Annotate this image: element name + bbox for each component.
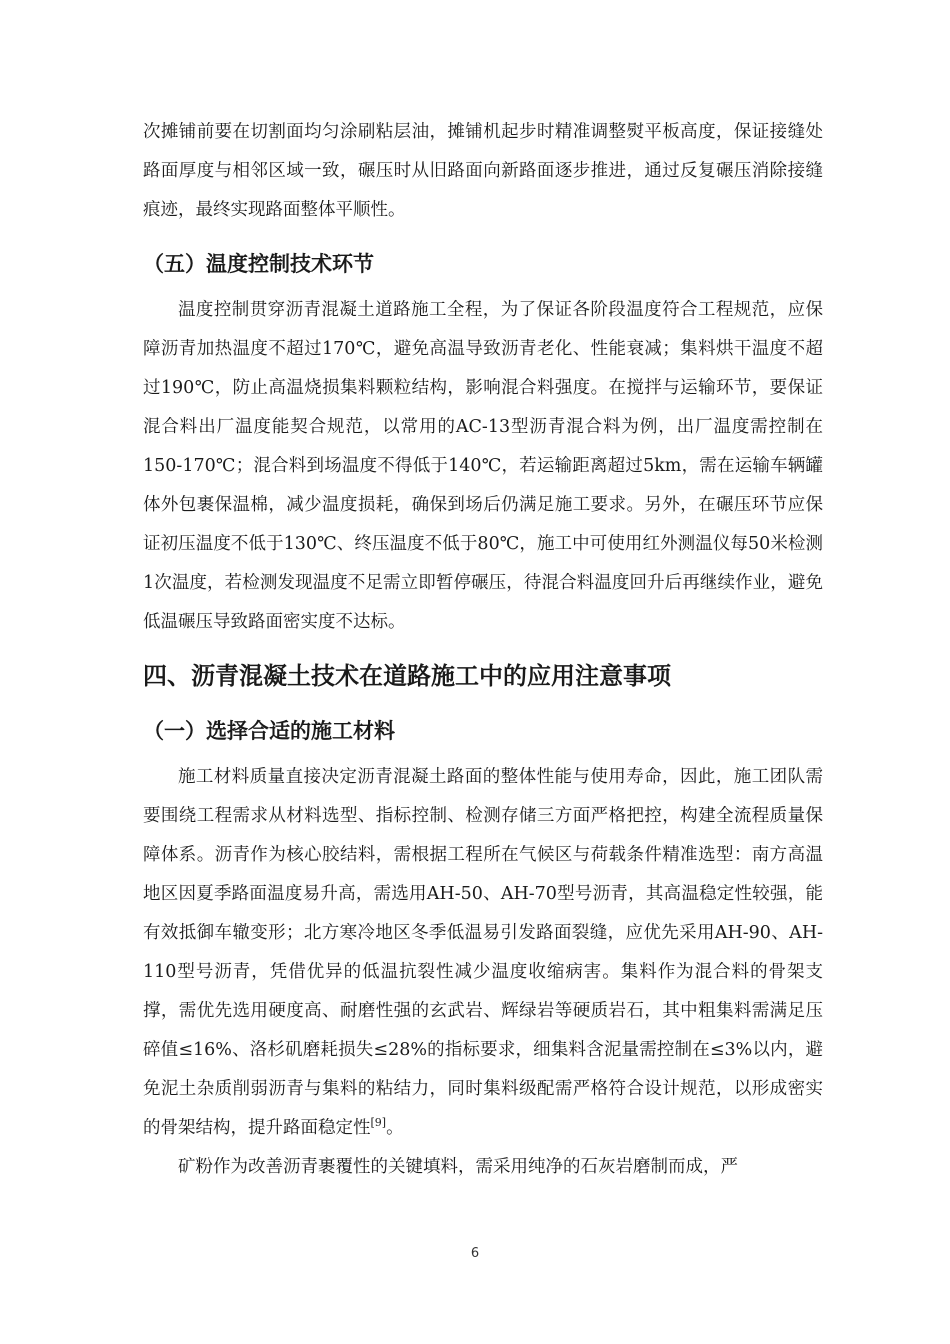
paragraph-materials-end: 。 [386, 1118, 404, 1138]
heading-temperature-control: （五）温度控制技术环节 [143, 252, 374, 276]
paragraph-materials-text: 施工材料质量直接决定沥青混凝土路面的整体性能与使用寿命，因此，施工团队需要围绕工程需求从材料选型、指标控制、检测存储三方面严格把控，构建全流程质量保障体系。沥青作为核心胶结料，需根据工程所在气候区与荷载条件精准选型：南方高温地区因夏季路面温度易升高，需选用AH-50、AH-70型号沥青，其高温稳定性较强，能有效抵御车辙变形；北方寒冷地区冬季低温易引发路面裂缝，应优先采用AH-90、AH-110型号沥青，凭借优异的低温抗裂性减少温度收缩病害。集料作为混合料的骨架支撑，需优先选用硬度高、耐磨性强的玄武岩、辉绿岩等硬质岩石，其中粗集料需满足压碎值≤16%、洛杉矶磨耗损失≤28%的指标要求，细集料含泥量需控制在≤3%以内，避免泥土杂质削弱沥青与集料的粘结力，同时集料级配需严格符合设计规范，以形成密实的骨架结构，提升路面稳定性 [143, 767, 823, 1138]
paragraph-construction-materials [143, 758, 823, 1148]
paragraph-mineral-powder: 矿粉作为改善沥青裹覆性的关键填料，需采用纯净的石灰岩磨制而成，严 [178, 1157, 738, 1177]
heading-section-4: 四、沥青混凝土技术在道路施工中的应用注意事项 [143, 662, 671, 690]
paragraph-joint-paving: 次摊铺前要在切割面均匀涂刷粘层油，摊铺机起步时精准调整熨平板高度，保证接缝处路面厚度与相邻区域一致，碾压时从旧路面向新路面逐步推进，通过反复碾压消除接缝痕迹，最终实现路面整体平顺性。 [143, 122, 823, 220]
page-body [143, 113, 823, 1187]
paragraph-temperature-control: 温度控制贯穿沥青混凝土道路施工全程，为了保证各阶段温度符合工程规范，应保障沥青加热温度不超过170℃，避免高温导致沥青老化、性能衰减；集料烘干温度不超过190℃，防止高温烧损集料颗粒结构，影响混合料强度。在搅拌与运输环节，要保证混合料出厂温度能契合规范，以常用的AC-13型沥青混合料为例，出厂温度需控制在150-170℃；混合料到场温度不得低于140℃，若运输距离超过5km，需在运输车辆罐体外包裹保温棉，减少温度损耗，确保到场后仍满足施工要求。另外，在碾压环节应保证初压温度不低于130℃、终压温度不低于80℃，施工中可使用红外测温仪每50米检测1次温度，若检测发现温度不足需立即暂停碾压，待混合料温度回升后再继续作业，避免低温碾压导致路面密实度不达标。 [143, 300, 823, 632]
heading-select-materials: （一）选择合适的施工材料 [143, 719, 395, 743]
citation-reference: [9] [370, 1116, 387, 1130]
page-number: 6 [470, 1246, 480, 1261]
